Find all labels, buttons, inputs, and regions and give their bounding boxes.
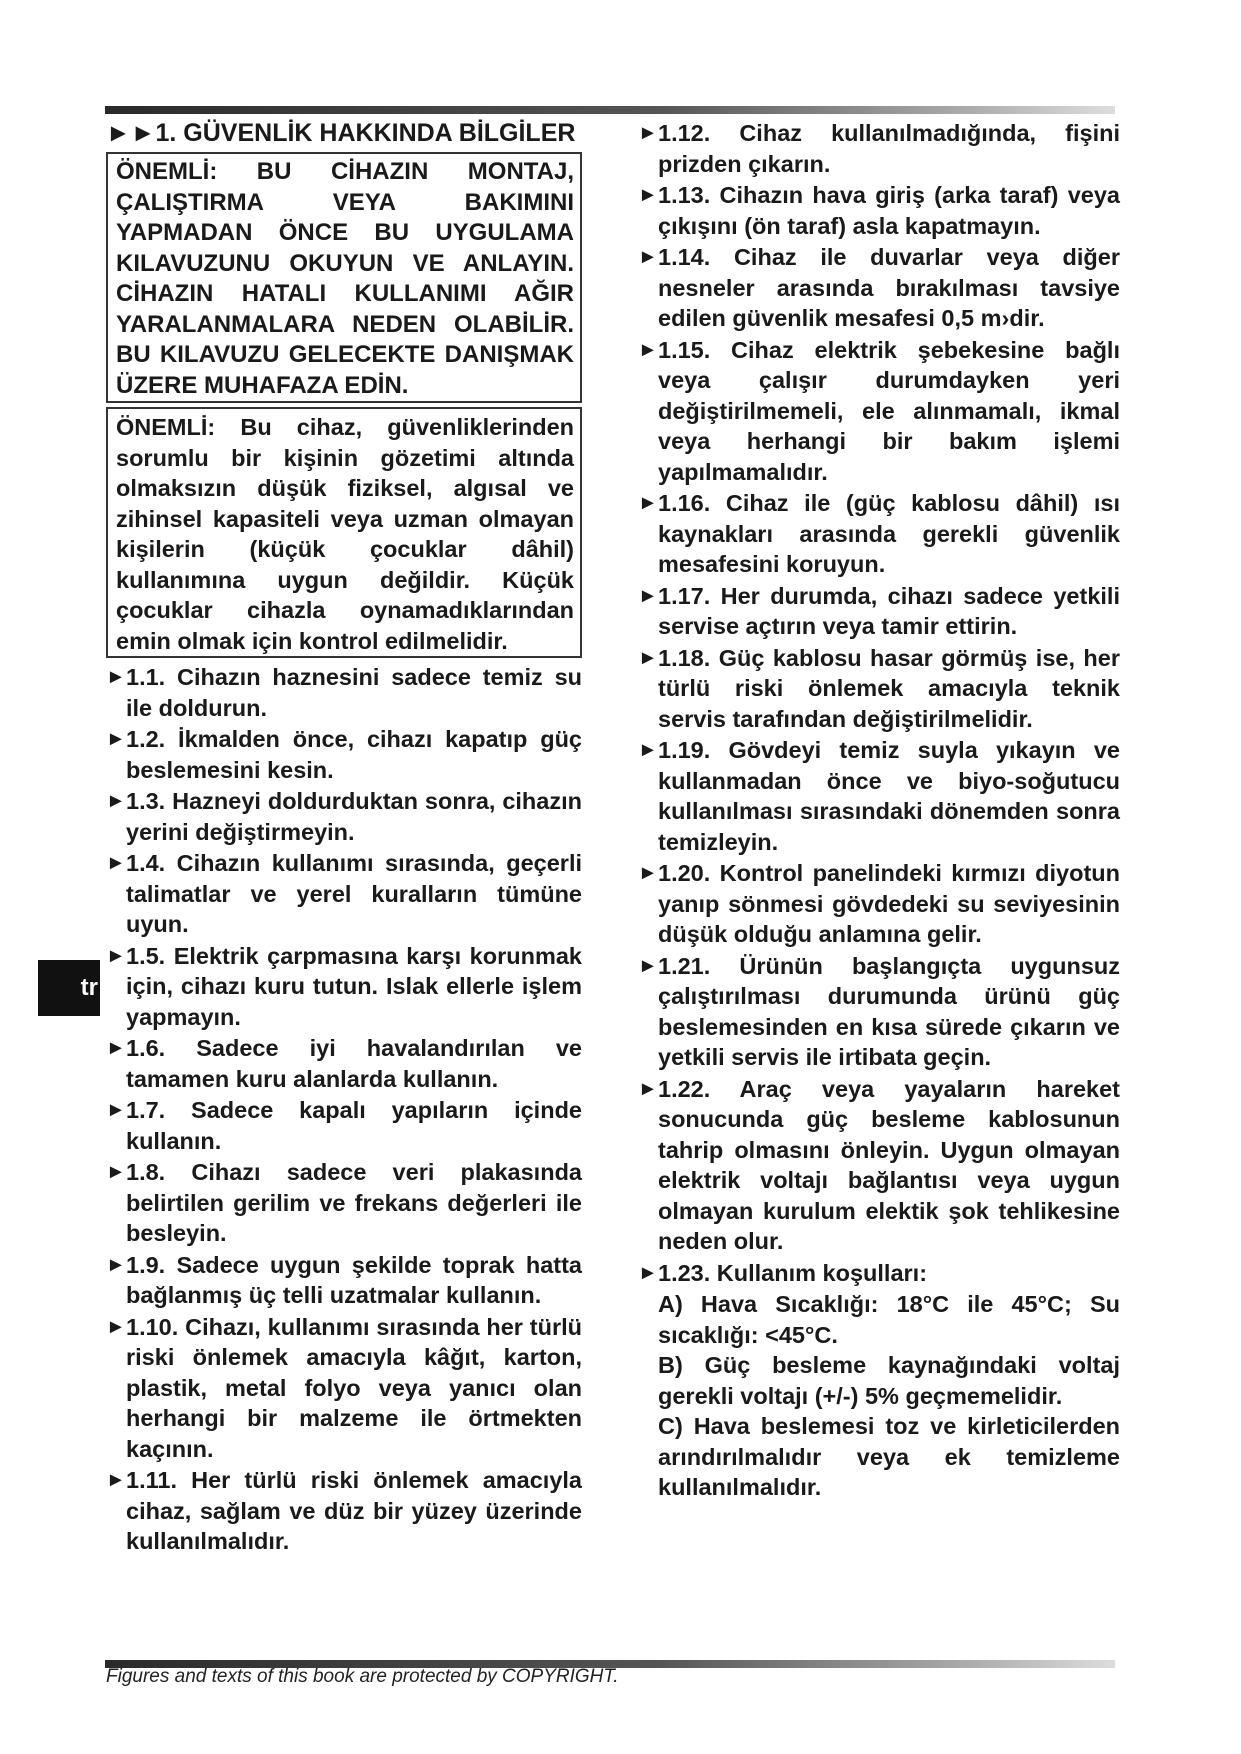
list-item (106, 848, 582, 940)
arrow-icon: ► (638, 862, 658, 884)
list-item (638, 488, 1120, 580)
item-text: 1.9. Sadece uygun şekilde toprak hatta bağlanmış üç telli uzatmalar kullanın. (126, 1251, 582, 1308)
section-title (106, 118, 582, 148)
arrow-icon: ► (638, 739, 658, 761)
list-item (106, 786, 582, 847)
list-item (106, 1312, 582, 1465)
list-item (638, 335, 1120, 488)
arrow-icon: ► (638, 492, 658, 514)
item-text: 1.18. Güç kablosu hasar görmüş ise, her türlü riski önlemek amacıyla teknik servis tarafından değiştirilmelidir. (658, 644, 1120, 732)
arrow-icon: ► (106, 728, 126, 750)
top-rule (105, 106, 1115, 114)
item-text: 1.19. Gövdeyi temiz suyla yıkayın ve kullanmadan önce ve biyo-soğutucu kullanılması sırasındaki dönemden sonra temizleyin. (658, 737, 1120, 855)
item-text: 1.2. İkmalden önce, cihazı kapatıp güç beslemesini kesin. (126, 726, 582, 783)
item-text: 1.11. Her türlü riski önlemek amacıyla cihaz, sağlam ve düz bir yüzey üzerinde kullanılmalıdır. (126, 1467, 582, 1554)
list-item (638, 242, 1120, 334)
arrow-icon: ► (106, 944, 126, 967)
arrow-icon: ► (106, 1037, 126, 1059)
list-item (106, 1033, 582, 1094)
arrow-icon: ► (638, 1077, 658, 1100)
list-item (638, 951, 1120, 1073)
list-item (638, 643, 1120, 735)
arrow-icon: ► (106, 1099, 126, 1121)
list-item (638, 858, 1120, 950)
item-text: 1.5. Elektrik çarpmasına karşı korunmak için, cihazı kuru tutun. Islak ellerle işlem yapmayın. (126, 942, 582, 1030)
item-text: 1.12. Cihaz kullanılmadığında, fişini prizden çıkarın. (658, 120, 1120, 177)
arrow-icon: ► (106, 1469, 126, 1491)
list-item (106, 1250, 582, 1311)
copyright-footer: Figures and texts of this book are protected by COPYRIGHT. (106, 1666, 619, 1687)
condition-a: A) Hava Sıcaklığı: 18°C ile 45°C; Su sıcaklığı: <45°C. (658, 1291, 1120, 1348)
arrow-icon: ► (638, 954, 658, 977)
arrow-icon: ► (638, 1261, 658, 1284)
arrow-icon: ► (106, 852, 126, 874)
condition-c: C) Hava beslemesi toz ve kirleticilerden arındırılmalıdır veya ek temizleme kullanılmalıdır. (658, 1413, 1120, 1500)
item-text: 1.13. Cihazın hava giriş (arka taraf) veya çıkışını (ön taraf) asla kapatmayın. (658, 182, 1120, 239)
arrow-icon: ► (106, 1161, 126, 1183)
arrow-icon: ► (106, 1253, 126, 1276)
item-text: 1.22. Araç veya yayaların hareket sonucunda güç besleme kablosunun tahrip olmasını önleyin. Uygun olmayan elektrik voltajı bağlantısı veya uygun olmayan kurulum elektik şok tehlikesine neden olur. (658, 1075, 1120, 1254)
list-item (106, 724, 582, 785)
arrow-icon: ► (638, 338, 658, 361)
item-text: 1.7. Sadece kapalı yapıların içinde kullanın. (126, 1097, 582, 1154)
language-tab: tr (38, 960, 100, 1016)
arrow-icon: ► (638, 646, 658, 669)
section-arrows: ►► (106, 119, 156, 147)
list-item (638, 1074, 1120, 1257)
item-text: 1.6. Sadece iyi havalandırılan ve tamamen kuru alanlarda kullanın. (126, 1035, 582, 1092)
list-item (106, 1465, 582, 1557)
item-text: 1.20. Kontrol panelindeki kırmızı diyotun yanıp sönmesi gövdedeki su seviyesinin düşük olduğu anlamına gelir. (658, 860, 1120, 947)
item-text: 1.23. Kullanım koşulları: (658, 1259, 928, 1286)
list-item (106, 662, 582, 723)
condition-b: B) Güç besleme kaynağındaki voltaj gerekli voltajı (+/-) 5% geçmemelidir. (658, 1352, 1120, 1409)
list-item (638, 581, 1120, 642)
item-text: 1.14. Cihaz ile duvarlar veya diğer nesneler arasında bırakılması tavsiye edilen güvenlik mesafesi 0,5 m›dir. (658, 244, 1120, 331)
list-item (638, 118, 1120, 179)
item-text: 1.15. Cihaz elektrik şebekesine bağlı veya çalışır durumdayken yeri değiştirilmemeli, ele alınmamalı, ikmal veya herhangi bir bakım işlemi yapılmamalıdır. (658, 336, 1120, 485)
arrow-icon: ► (106, 790, 126, 812)
list-item (106, 1095, 582, 1156)
item-text: 1.21. Ürünün başlangıçta uygunsuz çalıştırılması durumunda ürünü güç beslemesinden en kısa sürede çıkarın ve yetkili servis ile irtibata geçin. (658, 952, 1120, 1070)
right-column (638, 118, 1120, 1503)
item-text: 1.3. Hazneyi doldurduktan sonra, cihazın yerini değiştirmeyin. (126, 788, 582, 845)
warning-box-caps: ÖNEMLİ: BU CİHAZIN MONTAJ, ÇALIŞTIRMA VEYA BAKIMINI YAPMADAN ÖNCE BU UYGULAMA KILAVUZUNU OKUYUN VE ANLAYIN. CİHAZIN HATALI KULLANIMI AĞIR YARALANMALARA NEDEN OLABİLİR. BU KILAVUZU GELECEKTE DANIŞMAK ÜZERE MUHAFAZA EDİN. (106, 152, 582, 403)
arrow-icon: ► (638, 246, 658, 268)
arrow-icon: ► (106, 666, 126, 688)
arrow-icon: ► (638, 584, 658, 607)
arrow-icon: ► (106, 1315, 126, 1338)
item-text: 1.8. Cihazı sadece veri plakasında belirtilen gerilim ve frekans değerleri ile besleyin. (126, 1159, 582, 1246)
list-item (638, 180, 1120, 241)
item-text: 1.10. Cihazı, kullanımı sırasında her türlü riski önlemek amacıyla kâğıt, karton, plastik, metal folyo veya yanıcı olan herhangi bir malzeme ile örtmekten kaçının. (126, 1313, 582, 1462)
list-item (106, 941, 582, 1033)
item-text: 1.4. Cihazın kullanımı sırasında, geçerli talimatlar ve yerel kuralların tümüne uyun. (126, 850, 582, 937)
item-text: 1.16. Cihaz ile (güç kablosu dâhil) ısı kaynakları arasında gerekli güvenlik mesafesini koruyun. (658, 490, 1120, 577)
left-column (106, 118, 582, 1558)
list-item (638, 735, 1120, 857)
item-text: 1.1. Cihazın haznesini sadece temiz su ile doldurun. (126, 664, 582, 721)
warning-box-supervision: ÖNEMLİ: Bu cihaz, güvenliklerinden sorumlu bir kişinin gözetimi altında olmaksızın düşük fiziksel, algısal ve zihinsel kapasiteli veya uzman olmayan kişilerin (küçük çocuklar dâhil) kullanımına uygun değildir. Küçük çocuklar cihazla oynamadıklarından emin olmak için kontrol edilmelidir. (106, 407, 582, 658)
list-item (638, 1258, 1120, 1289)
item-text: 1.17. Her durumda, cihazı sadece yetkili servise açtırın veya tamir ettirin. (658, 582, 1120, 639)
section-title-text: 1. GÜVENLİK HAKKINDA BİLGİLER (155, 119, 576, 147)
arrow-icon: ► (638, 122, 658, 144)
list-item (106, 1157, 582, 1249)
arrow-icon: ► (638, 184, 658, 206)
